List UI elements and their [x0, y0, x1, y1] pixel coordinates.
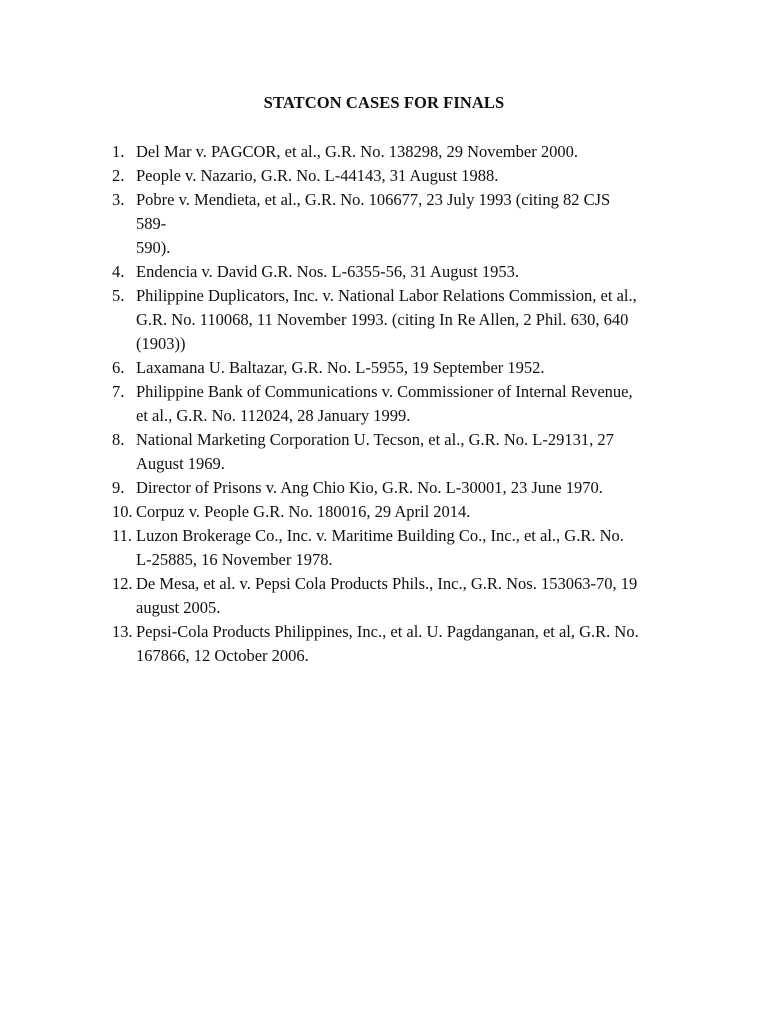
list-item — [112, 500, 672, 524]
case-citation — [136, 380, 672, 428]
citation-line: 589- — [136, 214, 167, 233]
citation-line: L-25885, 16 November 1978. — [136, 550, 333, 569]
case-citation — [136, 356, 672, 380]
citation-line: Endencia v. David G.R. Nos. L-6355-56, 31 August 1953. — [136, 262, 519, 281]
citation-line: 167866, 12 October 2006. — [136, 646, 309, 665]
list-item-number: 11. — [112, 526, 133, 545]
citation-line: Director of Prisons v. Ang Chio Kio, G.R. No. L-30001, 23 June 1970. — [136, 478, 603, 497]
list-item-number: 4. — [112, 262, 125, 281]
list-item-number: 3. — [112, 190, 125, 209]
case-citation — [136, 284, 672, 356]
citation-line: De Mesa, et al. v. Pepsi Cola Products Phils., Inc., G.R. Nos. 153063-70, 19 — [136, 574, 638, 593]
list-item — [112, 260, 672, 284]
case-citation — [136, 260, 672, 284]
list-item — [112, 188, 672, 260]
list-item — [112, 380, 672, 428]
list-item — [112, 572, 672, 620]
list-item — [112, 284, 672, 356]
list-item-number: 2. — [112, 166, 125, 185]
citation-line: August 1969. — [136, 454, 225, 473]
citation-line: august 2005. — [136, 598, 221, 617]
page-title: STATCON CASES FOR FINALS — [263, 93, 505, 112]
case-citation — [136, 572, 672, 620]
list-item-number: 9. — [112, 478, 125, 497]
list-item-number: 7. — [112, 382, 125, 401]
citation-line: et al., G.R. No. 112024, 28 January 1999. — [136, 406, 411, 425]
case-citation — [136, 476, 672, 500]
case-citation — [136, 164, 672, 188]
list-item — [112, 620, 672, 668]
list-item — [112, 356, 672, 380]
citation-line: (1903)) — [136, 334, 186, 353]
list-item-number: 6. — [112, 358, 125, 377]
case-citation — [136, 620, 672, 668]
citation-line: Philippine Bank of Communications v. Commissioner of Internal Revenue, — [136, 382, 633, 401]
list-item — [112, 164, 672, 188]
case-citation — [136, 140, 672, 164]
case-citation — [136, 524, 672, 572]
list-item-number: 1. — [112, 142, 125, 161]
case-list — [112, 140, 672, 668]
citation-line: Pepsi-Cola Products Philippines, Inc., et al. U. Pagdanganan, et al, G.R. No. — [136, 622, 639, 641]
citation-line: Luzon Brokerage Co., Inc. v. Maritime Building Co., Inc., et al., G.R. No. — [136, 526, 624, 545]
list-item — [112, 428, 672, 476]
citation-line: National Marketing Corporation U. Tecson, et al., G.R. No. L-29131, 27 — [136, 430, 614, 449]
citation-line: Del Mar v. PAGCOR, et al., G.R. No. 138298, 29 November 2000. — [136, 142, 578, 161]
case-citation — [136, 500, 672, 524]
list-item-number: 5. — [112, 286, 125, 305]
citation-line: Pobre v. Mendieta, et al., G.R. No. 106677, 23 July 1993 (citing 82 CJS — [136, 190, 611, 209]
citation-line: People v. Nazario, G.R. No. L-44143, 31 August 1988. — [136, 166, 499, 185]
list-item — [112, 524, 672, 572]
citation-line: Corpuz v. People G.R. No. 180016, 29 April 2014. — [136, 502, 471, 521]
citation-line: Philippine Duplicators, Inc. v. National Labor Relations Commission, et al., — [136, 286, 637, 305]
citation-line: Laxamana U. Baltazar, G.R. No. L-5955, 19 September 1952. — [136, 358, 545, 377]
list-item-number: 10. — [112, 502, 133, 521]
list-item — [112, 140, 672, 164]
case-citation — [136, 428, 672, 476]
list-item-number: 8. — [112, 430, 125, 449]
citation-line: 590). — [136, 238, 171, 257]
list-item-number: 12. — [112, 574, 133, 593]
list-item — [112, 476, 672, 500]
list-item-number: 13. — [112, 622, 133, 641]
case-citation — [136, 188, 672, 260]
citation-line: G.R. No. 110068, 11 November 1993. (citing In Re Allen, 2 Phil. 630, 640 — [136, 310, 629, 329]
